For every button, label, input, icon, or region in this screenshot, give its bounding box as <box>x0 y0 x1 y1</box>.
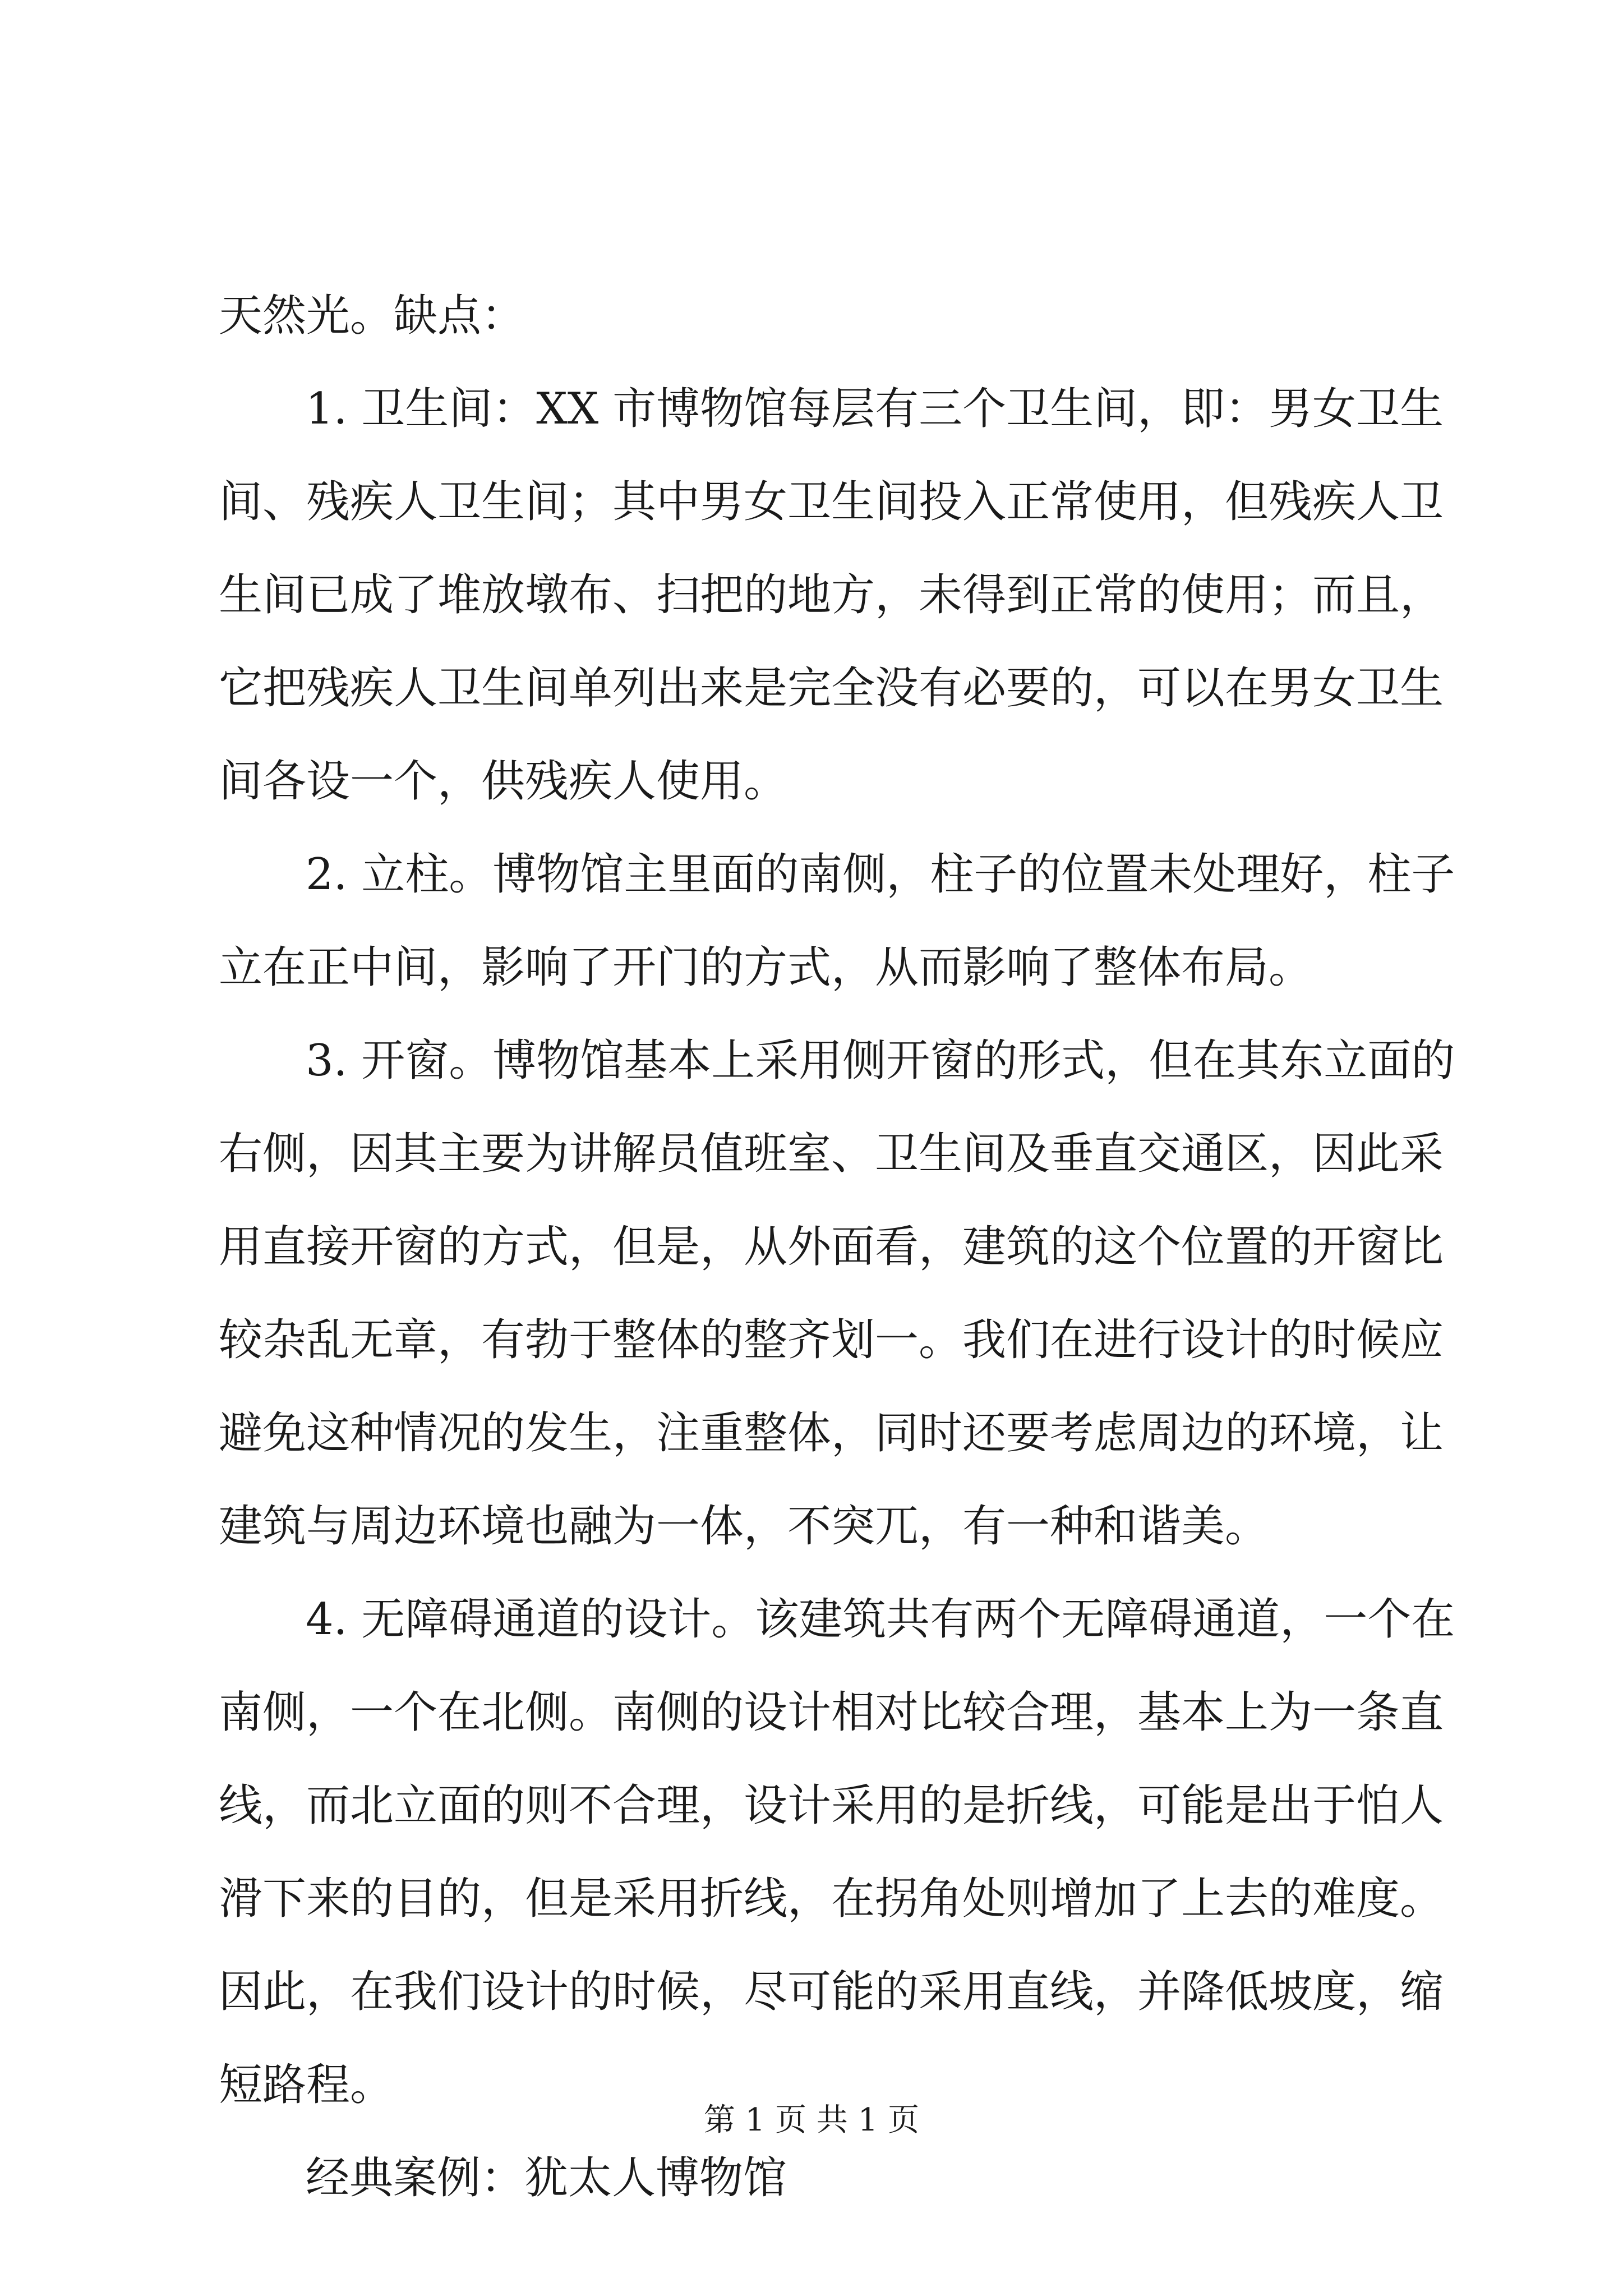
text-line: 线，而北立面的则不合理，设计采用的是折线，可能是出于怕人 <box>219 1780 1444 1831</box>
page-footer: 第 1 页 共 1 页 <box>703 2102 920 2138</box>
text-line: 间各设一个，供残疾人使用。 <box>219 756 788 807</box>
paragraph-start-accessibility: 4. 无障碍通道的设计。该建筑共有两个无障碍通道，一个在 <box>306 1594 1455 1645</box>
text-line: 生间已成了堆放墩布、扫把的地方，未得到正常的使用；而且， <box>219 570 1444 620</box>
text-line: 南侧，一个在北侧。南侧的设计相对比较合理，基本上为一条直 <box>219 1687 1444 1738</box>
classic-case-heading: 经典案例：犹太人博物馆 <box>306 2153 787 2203</box>
text-line: 建筑与周边环境也融为一体，不突兀，有一种和谐美。 <box>219 1501 1269 1552</box>
text-line: 立在正中间，影响了开门的方式，从而影响了整体布局。 <box>219 942 1313 993</box>
paragraph-start-column: 2. 立柱。博物馆主里面的南侧，柱子的位置未处理好，柱子 <box>306 849 1455 900</box>
text-line: 间、残疾人卫生间；其中男女卫生间投入正常使用，但残疾人卫 <box>219 477 1444 527</box>
text-line: 用直接开窗的方式，但是，从外面看，建筑的这个位置的开窗比 <box>219 1222 1444 1272</box>
text-line: 较杂乱无章，有勃于整体的整齐划一。我们在进行设计的时候应 <box>219 1315 1444 1365</box>
text-line: 天然光。缺点： <box>219 291 525 341</box>
text-line: 短路程。 <box>219 2060 394 2110</box>
text-line: 避免这种情况的发生，注重整体，同时还要考虑周边的环境，让 <box>219 1408 1444 1458</box>
text-line: 它把残疾人卫生间单列出来是完全没有必要的，可以在男女卫生 <box>219 663 1444 714</box>
text-line: 滑下来的目的，但是采用折线，在拐角处则增加了上去的难度。 <box>219 1874 1444 1924</box>
paragraph-start-window: 3. 开窗。博物馆基本上采用侧开窗的形式，但在其东立面的 <box>306 1036 1455 1086</box>
paragraph-start-restroom: 1. 卫生间：XX 市博物馆每层有三个卫生间，即：男女卫生 <box>306 384 1444 434</box>
text-line: 因此，在我们设计的时候，尽可能的采用直线，并降低坡度，缩 <box>219 1967 1444 2017</box>
text-line: 右侧，因其主要为讲解员值班室、卫生间及垂直交通区，因此采 <box>219 1129 1444 1179</box>
document-body <box>219 269 1455 2225</box>
